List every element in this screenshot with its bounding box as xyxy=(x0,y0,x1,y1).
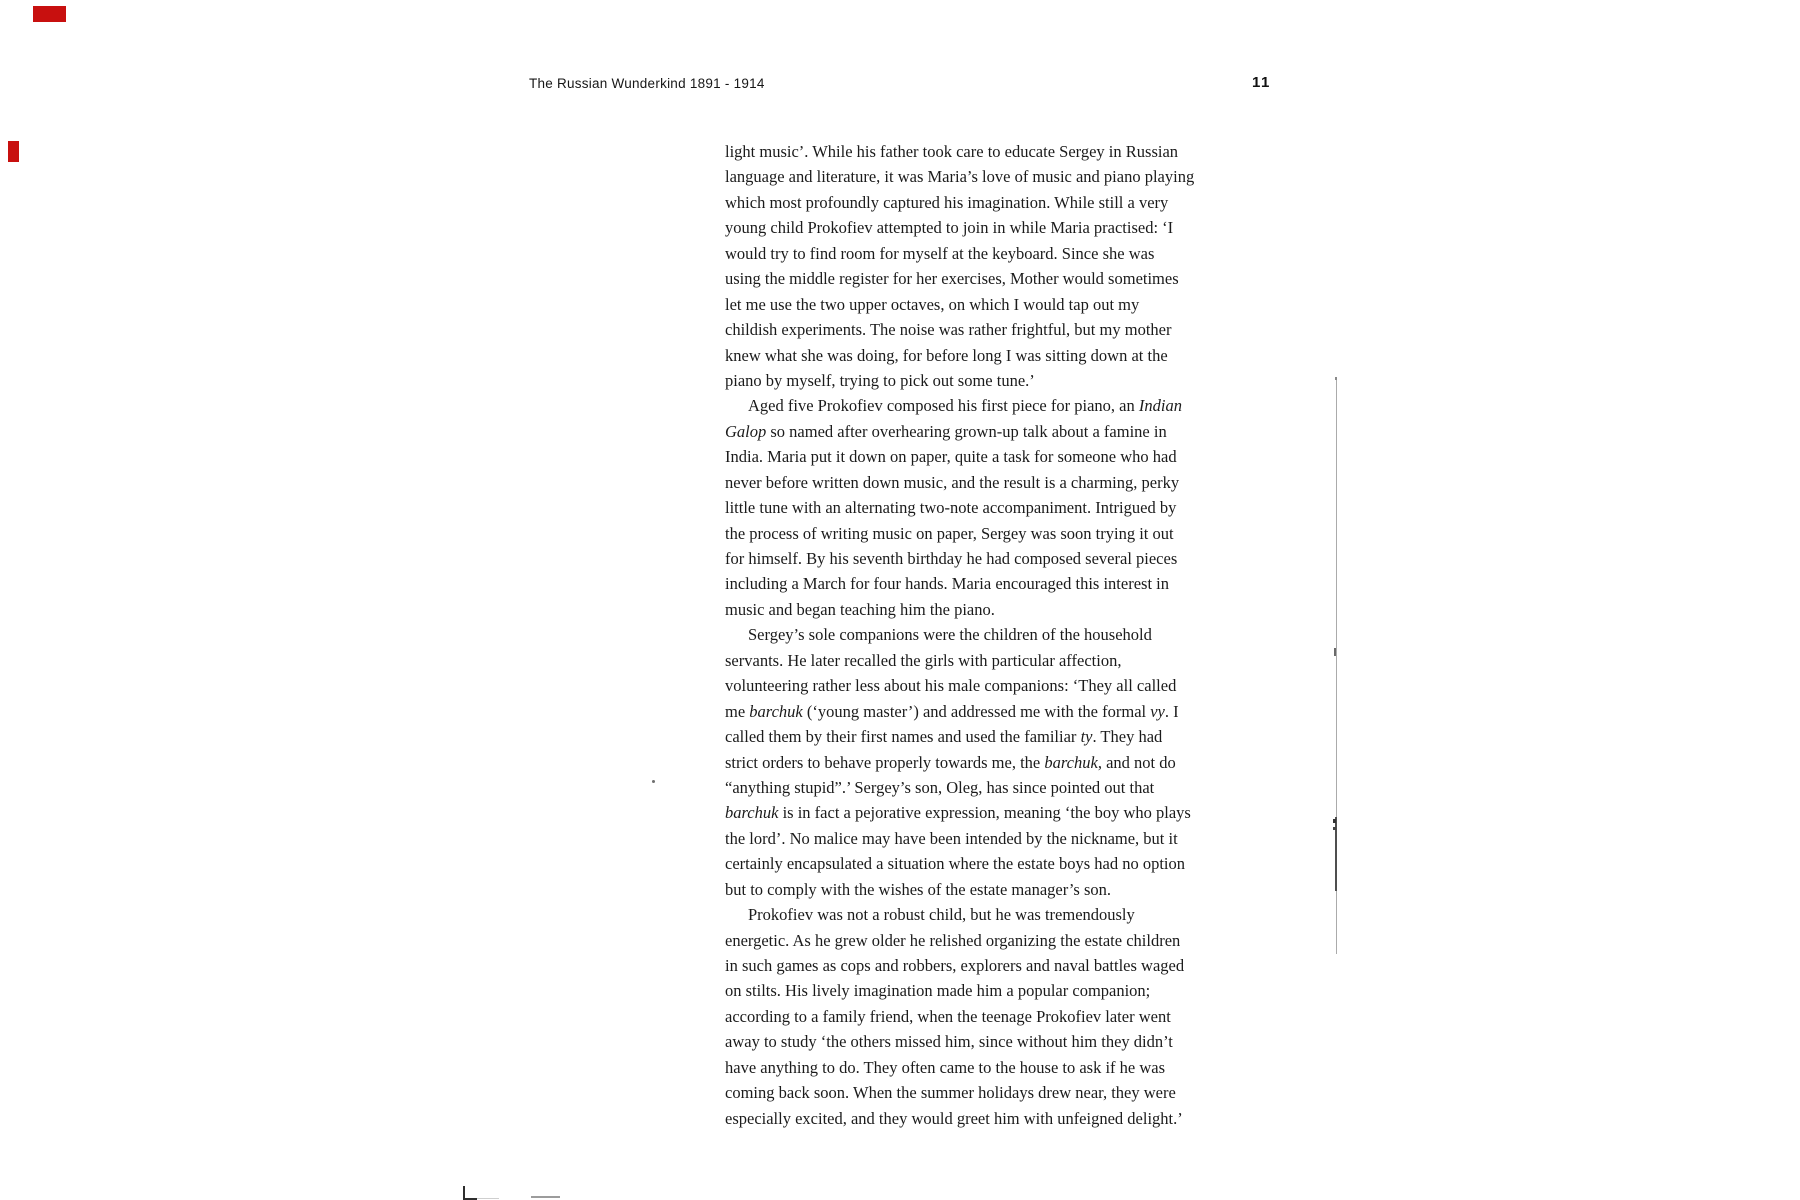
text-line xyxy=(725,622,1315,647)
text-segment: would try to find room for myself at the keyboard. Since she was xyxy=(725,243,1155,263)
text-segment: piano by myself, trying to pick out some tune.’ xyxy=(725,370,1035,390)
text-segment: young child Prokofiev attempted to join in while Maria practised: ‘I xyxy=(725,218,1174,238)
italic-text-segment: ty xyxy=(1080,727,1093,747)
text-block xyxy=(725,139,1315,1131)
text-line xyxy=(725,393,1315,418)
text-segment: which most profoundly captured his imagination. While still a very xyxy=(725,192,1169,212)
text-line xyxy=(725,724,1315,749)
text-line xyxy=(725,800,1315,825)
italic-text-segment: barchuk xyxy=(1044,752,1098,772)
text-segment: childish experiments. The noise was rather frightful, but my mother xyxy=(725,320,1172,340)
text-segment: India. Maria put it down on paper, quite a task for someone who had xyxy=(725,447,1177,467)
text-segment: using the middle register for her exercises, Mother would sometimes xyxy=(725,269,1179,289)
text-segment: . I xyxy=(1164,701,1179,721)
text-line xyxy=(725,470,1315,495)
text-segment: language and literature, it was Maria’s love of music and piano playing xyxy=(725,167,1195,187)
text-line xyxy=(725,775,1315,800)
text-segment: certainly encapsulated a situation where the estate boys had no option xyxy=(725,854,1186,874)
text-segment: Aged five Prokofiev composed his first piece for piano, an xyxy=(748,396,1139,416)
scan-edge-line-tick-b xyxy=(1333,827,1336,830)
text-segment: according to a family friend, when the teenage Prokofiev later went xyxy=(725,1006,1171,1026)
text-segment: Prokofiev was not a robust child, but he was tremendously xyxy=(748,905,1135,925)
text-line xyxy=(725,215,1315,240)
text-line xyxy=(725,978,1315,1003)
text-line xyxy=(725,164,1315,189)
text-line xyxy=(725,1004,1315,1029)
text-segment: let me use the two upper octaves, on which I would tap out my xyxy=(725,294,1140,314)
text-line xyxy=(725,953,1315,978)
text-segment: little tune with an alternating two-note accompaniment. Intrigued by xyxy=(725,498,1177,518)
text-segment: the lord’. No malice may have been intended by the nickname, but it xyxy=(725,828,1178,848)
text-segment: coming back soon. When the summer holidays drew near, they were xyxy=(725,1083,1176,1103)
text-line xyxy=(725,317,1315,342)
text-line xyxy=(725,597,1315,622)
crop-mark-l-faint-tail xyxy=(477,1198,499,1199)
text-line xyxy=(725,495,1315,520)
text-segment: . They had xyxy=(1092,727,1163,747)
text-line xyxy=(725,902,1315,927)
text-line xyxy=(725,139,1315,164)
text-line xyxy=(725,546,1315,571)
text-segment: including a March for four hands. Maria encouraged this interest in xyxy=(725,574,1169,594)
text-segment: knew what she was doing, for before long I was sitting down at the xyxy=(725,345,1168,365)
italic-text-segment: Galop xyxy=(725,421,767,441)
italic-text-segment: barchuk xyxy=(725,803,779,823)
text-line xyxy=(725,750,1315,775)
text-segment: called them by their first names and used the familiar xyxy=(725,727,1081,747)
bottom-gray-dash xyxy=(531,1196,560,1198)
text-line xyxy=(725,241,1315,266)
text-segment: (‘young master’) and addressed me with the formal xyxy=(802,701,1151,721)
text-segment: away to study ‘the others missed him, since without him they didn’t xyxy=(725,1032,1173,1052)
scan-edge-line-mid-tick xyxy=(1334,648,1336,656)
text-line xyxy=(725,1055,1315,1080)
text-segment: light music’. While his father took care to educate Sergey in Russian xyxy=(725,142,1179,161)
text-line xyxy=(725,292,1315,317)
text-segment: is in fact a pejorative expression, meaning ‘the boy who plays xyxy=(778,803,1191,823)
text-segment: , and not do xyxy=(1097,752,1176,772)
text-line xyxy=(725,419,1315,444)
text-line xyxy=(725,368,1315,393)
text-line xyxy=(725,266,1315,291)
text-line xyxy=(725,673,1315,698)
text-segment: strict orders to behave properly towards me, the xyxy=(725,752,1045,772)
text-segment: for himself. By his seventh birthday he had composed several pieces xyxy=(725,549,1178,568)
text-line xyxy=(725,444,1315,469)
text-line xyxy=(725,648,1315,673)
text-line xyxy=(725,190,1315,215)
italic-text-segment: vy xyxy=(1150,701,1165,721)
scan-edge-line-tick-a xyxy=(1333,819,1336,823)
italic-text-segment: Indian xyxy=(1138,396,1182,416)
text-segment: but to comply with the wishes of the estate manager’s son. xyxy=(725,879,1111,899)
text-segment: the process of writing music on paper, Sergey was soon trying it out xyxy=(725,523,1174,543)
text-segment: especially excited, and they would greet him with unfeigned delight.’ xyxy=(725,1108,1183,1128)
text-line xyxy=(725,1106,1315,1131)
text-segment: Sergey’s sole companions were the children of the household xyxy=(748,625,1152,645)
scan-mark-red-top xyxy=(33,6,66,22)
text-segment: music and began teaching him the piano. xyxy=(725,599,995,619)
text-line xyxy=(725,699,1315,724)
running-header-title: The Russian Wunderkind 1891 - 1914 xyxy=(529,76,765,91)
text-segment: volunteering rather less about his male companions: ‘They all called xyxy=(725,676,1177,696)
text-line xyxy=(725,571,1315,596)
text-segment: so named after overhearing grown-up talk about a famine in xyxy=(766,421,1167,441)
italic-text-segment: barchuk xyxy=(749,701,803,721)
text-line xyxy=(725,1080,1315,1105)
text-line xyxy=(725,877,1315,902)
text-segment: never before written down music, and the result is a charming, perky xyxy=(725,472,1180,492)
text-segment: “anything stupid”.’ Sergey’s son, Oleg, has since pointed out that xyxy=(725,777,1155,797)
text-line xyxy=(725,1029,1315,1054)
text-segment: have anything to do. They often came to the house to ask if he was xyxy=(725,1057,1166,1077)
text-line xyxy=(725,826,1315,851)
scan-edge-line-top-dot xyxy=(1335,377,1337,380)
text-line xyxy=(725,343,1315,368)
text-segment: energetic. As he grew older he relished organizing the estate children xyxy=(725,930,1181,950)
text-segment: in such games as cops and robbers, explorers and naval battles waged xyxy=(725,956,1185,975)
page-number: 11 xyxy=(1252,74,1271,91)
text-line xyxy=(725,851,1315,876)
text-line xyxy=(725,928,1315,953)
text-line xyxy=(725,521,1315,546)
text-segment: on stilts. His lively imagination made him a popular companion; xyxy=(725,981,1151,1001)
text-segment: servants. He later recalled the girls with particular affection, xyxy=(725,650,1122,670)
scan-speck-dot xyxy=(652,780,655,783)
scan-mark-red-left xyxy=(8,141,19,162)
text-segment: me xyxy=(725,701,750,721)
